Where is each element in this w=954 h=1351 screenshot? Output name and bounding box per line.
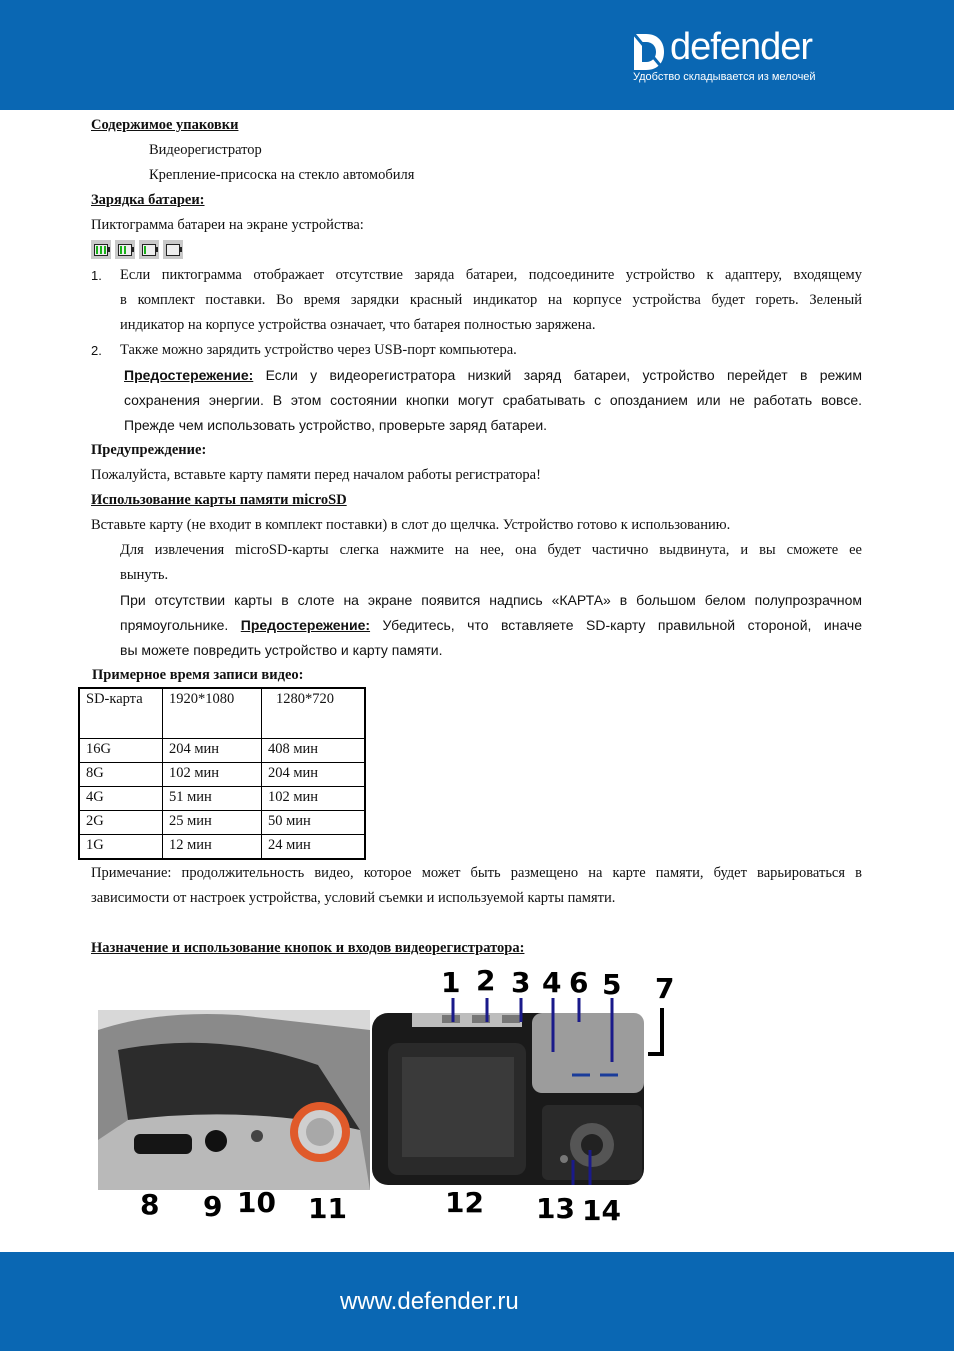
footer-bar bbox=[0, 1252, 954, 1351]
charging-step-1-line: индикатор на корпусе устройства означает, что батарея полностью заряжена. bbox=[120, 317, 596, 333]
table-cell: 102 мин bbox=[262, 786, 366, 810]
battery-icon bbox=[163, 240, 183, 259]
charging-heading: Зарядка батареи: bbox=[91, 192, 205, 208]
list-number: 2. bbox=[91, 343, 102, 358]
brand-logo bbox=[630, 26, 845, 90]
table-cell: 102 мин bbox=[163, 762, 262, 786]
package-item: Видеорегистратор bbox=[149, 142, 262, 158]
microsd-paragraph: При отсутствии карты в слоте на экране появится надпись «КАРТА» в большом белом полупрозрачном bbox=[120, 592, 862, 608]
microsd-paragraph: вы можете повредить устройство и карту памяти. bbox=[120, 642, 443, 658]
table-cell: 12 мин bbox=[163, 834, 262, 859]
table-cell: 8G bbox=[79, 762, 163, 786]
record-note: Примечание: продолжительность видео, которое может быть размещено на карте памяти, будет варьироваться в bbox=[91, 865, 862, 881]
battery-icons-label: Пиктограмма батареи на экране устройства: bbox=[91, 217, 364, 233]
callout-number: 10 bbox=[237, 1186, 276, 1219]
caution-line: Предостережение: Если у видеорегистратора низкий заряд батареи, устройство перейдет в режим bbox=[124, 367, 862, 383]
defender-logo-icon bbox=[630, 32, 666, 72]
table-header-row bbox=[79, 688, 365, 738]
brand-tagline: Удобство складывается из мелочей bbox=[633, 71, 816, 83]
callout-number: 13 bbox=[536, 1192, 575, 1225]
callout-number: 5 bbox=[602, 968, 622, 1001]
table-row bbox=[79, 762, 365, 786]
table-cell: 51 мин bbox=[163, 786, 262, 810]
callout-number: 8 bbox=[140, 1188, 160, 1221]
callout-number: 3 bbox=[511, 966, 531, 999]
callout-number: 9 bbox=[203, 1190, 223, 1223]
charging-step-2: Также можно зарядить устройство через USB-порт компьютера. bbox=[120, 342, 517, 358]
microsd-paragraph: вынуть. bbox=[120, 567, 169, 583]
table-cell: 50 мин bbox=[262, 810, 366, 834]
record-note: зависимости от настроек устройства, условий съемки и используемой карты памяти. bbox=[91, 890, 616, 906]
callout-number: 12 bbox=[445, 1186, 484, 1219]
buttons-heading: Назначение и использование кнопок и входов видеорегистратора: bbox=[91, 940, 525, 956]
callout-number: 4 bbox=[542, 966, 562, 999]
table-header-cell: 1280*720 bbox=[262, 688, 366, 738]
list-number: 1. bbox=[91, 268, 102, 283]
warning-heading: Предупреждение: bbox=[91, 442, 207, 458]
record-heading: Примерное время записи видео: bbox=[92, 667, 304, 683]
charging-step-1-line: Если пиктограмма отображает отсутствие заряда батареи, подсоедините устройство к адаптеру, входящему bbox=[120, 267, 862, 283]
table-cell: 24 мин bbox=[262, 834, 366, 859]
callout-number: 11 bbox=[308, 1192, 347, 1225]
table-row bbox=[79, 834, 365, 859]
callout-number: 7 bbox=[655, 972, 675, 1005]
table-cell: 4G bbox=[79, 786, 163, 810]
table-cell: 204 мин bbox=[262, 762, 366, 786]
microsd-heading: Использование карты памяти microSD bbox=[91, 492, 347, 508]
microsd-paragraph: прямоугольнике. Предостережение: Убедитесь, что вставляете SD-карту правильной стороной, иначе bbox=[120, 617, 862, 633]
table-header-cell: SD-карта bbox=[79, 688, 163, 738]
callout-number: 1 bbox=[441, 966, 461, 999]
table-row bbox=[79, 738, 365, 762]
header-bar bbox=[0, 0, 954, 110]
record-time-table bbox=[78, 687, 366, 860]
package-item: Крепление-присоска на стекло автомобиля bbox=[149, 167, 415, 183]
microsd-paragraph: Вставьте карту (не входит в комплект поставки) в слот до щелчка. Устройство готово к использованию. bbox=[91, 517, 731, 533]
table-cell: 408 мин bbox=[262, 738, 366, 762]
table-cell: 16G bbox=[79, 738, 163, 762]
device-side-photo bbox=[98, 1010, 370, 1190]
callout-number: 6 bbox=[569, 966, 589, 999]
charging-step-1-line: в комплект поставки. Во время зарядки красный индикатор на корпусе устройства будет гореть. Зеленый bbox=[120, 292, 862, 308]
battery-icon bbox=[115, 240, 135, 259]
website-url: www.defender.ru bbox=[340, 1288, 519, 1315]
table-row bbox=[79, 810, 365, 834]
caution-line: сохранения энергии. В этом состоянии кнопки могут срабатывать с опозданием или не работать вовсе. bbox=[124, 392, 862, 408]
microsd-paragraph: Для извлечения microSD-карты слегка нажмите на нее, она будет частично выдвинута, и вы сможете ее bbox=[120, 542, 862, 558]
callout-number: 2 bbox=[476, 964, 496, 997]
package-heading: Содержимое упаковки bbox=[91, 117, 239, 133]
battery-icon bbox=[139, 240, 159, 259]
caution-line: Прежде чем использовать устройство, проверьте заряд батареи. bbox=[124, 417, 548, 433]
callout-number: 14 bbox=[582, 1194, 621, 1227]
caution-label: Предостережение: bbox=[240, 617, 371, 633]
warning-text: Пожалуйста, вставьте карту памяти перед началом работы регистратора! bbox=[91, 467, 541, 483]
table-header-cell: 1920*1080 bbox=[163, 688, 262, 738]
table-row bbox=[79, 786, 365, 810]
table-cell: 204 мин bbox=[163, 738, 262, 762]
table-cell: 1G bbox=[79, 834, 163, 859]
caution-label: Предостережение: bbox=[124, 367, 254, 383]
table-cell: 2G bbox=[79, 810, 163, 834]
brand-name: defender bbox=[670, 26, 813, 68]
battery-icon bbox=[91, 240, 111, 259]
table-cell: 25 мин bbox=[163, 810, 262, 834]
